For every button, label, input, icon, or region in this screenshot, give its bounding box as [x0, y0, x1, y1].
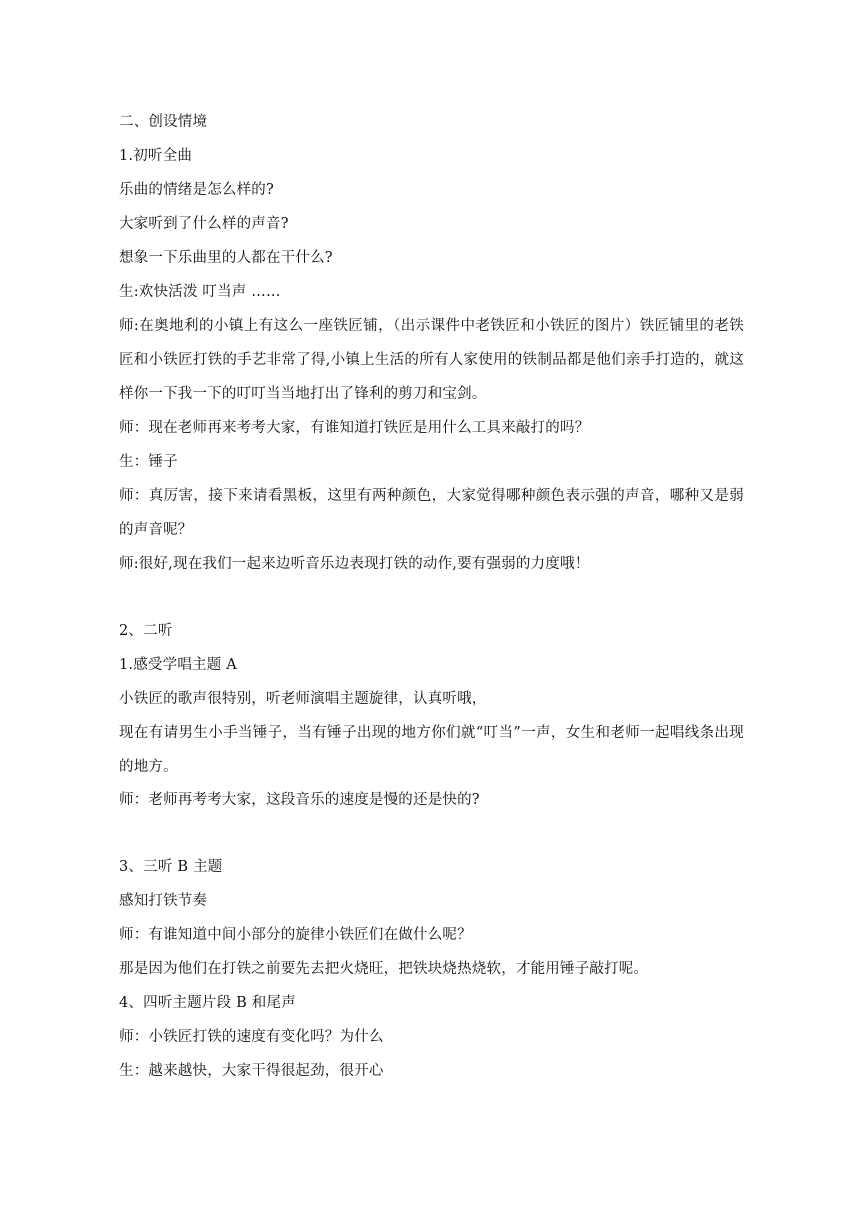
section-heading: 4、四听主题片段 B 和尾声 [119, 995, 296, 1011]
paragraph: 小铁匠的歌声很特别，听老师演唱主题旋律，认真听哦， [119, 691, 487, 707]
paragraph: 师:在奥地利的小镇上有这么一座铁匠铺，（出示课件中老铁匠和小铁匠的图片）铁匠铺里的老铁匠和小铁匠打铁的手艺非常了得,小镇上生活的所有人家使用的铁制品都是他们亲手打造的，就这样你一下我一下的叮叮当当地打出了锋利的剪刀和宝剑。 [119, 318, 744, 402]
paragraph: 大家听到了什么样的声音? [119, 216, 289, 232]
subsection-heading: 1.初听全曲 [119, 148, 193, 164]
section-heading: 二、创设情境 [119, 114, 208, 130]
paragraph: 现在有请男生小手当锤子，当有锤子出现的地方你们就“叮当”一声，女生和老师一起唱线条出现的地方。 [119, 725, 744, 775]
section-heading: 3、三听 B 主题 [119, 859, 223, 875]
subsection-heading: 1.感受学唱主题 A [119, 657, 237, 673]
paragraph: 乐曲的情绪是怎么样的? [119, 182, 274, 198]
paragraph: 生:欢快活泼 叮当声 …… [119, 284, 281, 300]
paragraph: 那是因为他们在打铁之前要先去把火烧旺，把铁块烧热烧软，才能用锤子敲打呢。 [119, 961, 649, 977]
paragraph: 师:很好,现在我们一起来边听音乐边表现打铁的动作,要有强弱的力度哦！ [119, 556, 590, 572]
section-heading: 2、二听 [119, 623, 173, 639]
paragraph: 生：越来越快，大家干得很起劲，很开心 [119, 1063, 384, 1079]
paragraph: 想象一下乐曲里的人都在干什么? [119, 250, 333, 266]
paragraph: 师：现在老师再来考考大家，有谁知道打铁匠是用什么工具来敲打的吗？ [119, 420, 590, 436]
paragraph: 师：老师再考考大家，这段音乐的速度是慢的还是快的? [119, 792, 480, 808]
subsection-heading: 感知打铁节奏 [119, 893, 208, 909]
paragraph: 师：小铁匠打铁的速度有变化吗？为什么 [119, 1029, 384, 1045]
paragraph: 生：锤子 [119, 454, 178, 470]
paragraph: 师：真厉害，接下来请看黑板，这里有两种颜色，大家觉得哪种颜色表示强的声音，哪种又是弱的声音呢？ [119, 488, 744, 538]
paragraph: 师：有谁知道中间小部分的旋律小铁匠们在做什么呢？ [119, 927, 472, 943]
